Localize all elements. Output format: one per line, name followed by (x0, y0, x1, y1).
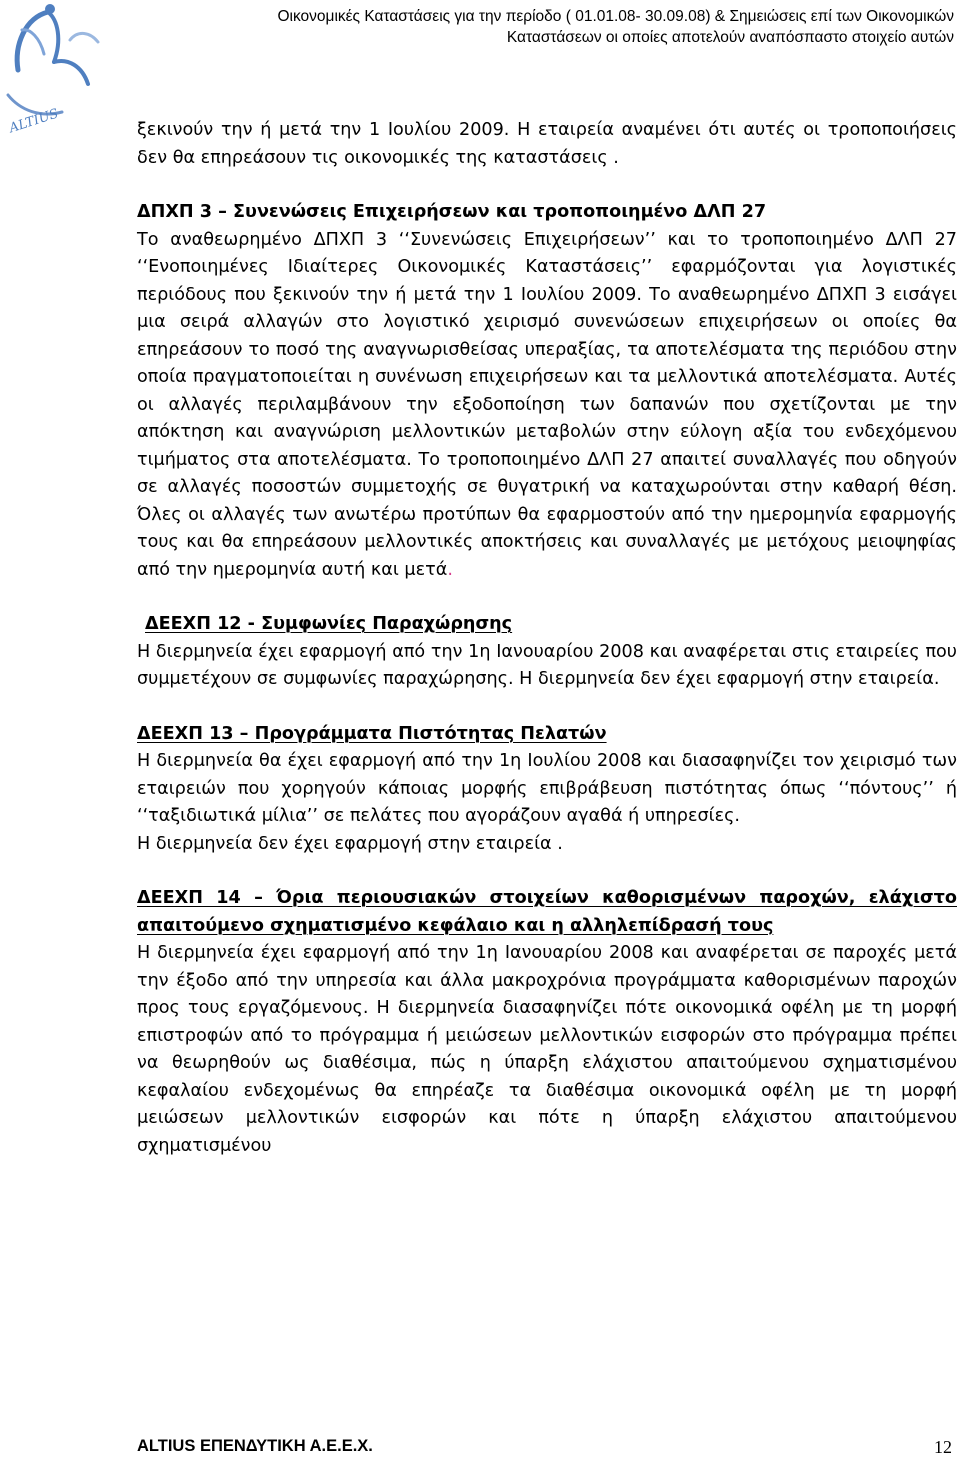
section-text-deexp14: Η διερμηνεία έχει εφαρμογή από την 1η Ιανουαρίου 2008 και αναφέρεται σε παροχές μετά την έξοδο από την υπηρεσία και άλλα μακροχρόνια προγράμματα καθορισμένων παροχών προς τους εργαζόμενους. Η διερμηνεία διασαφηνίζει πότε οικονομικά οφέλη με τη μορφή επιστροφών από το πρόγραμμα ή μειώσεων μελλοντικών εισφορών στο πρόγραμμα πρέπει να θεωρηθούν ως διαθέσιμα, πώς η ύπαρξη ελάχιστου απαιτούμενου σχηματισμένου κεφαλαίου ενδεχομένως θα επηρέαζε τα διαθέσιμα οικονομικά οφέλη με τη μορφή μειώσεων μελλοντικών εισφορών και πότε η ύπαρξη ελάχιστου απαιτούμενου σχηματισμένου (137, 943, 957, 1156)
section-text-dpxp3-end: . (447, 559, 453, 580)
document-body (137, 117, 957, 1160)
section-text-dpxp3 (137, 227, 957, 585)
logo-figure-icon (0, 0, 140, 140)
section-text-deexp12: Η διερμηνεία έχει εφαρμογή από την 1η Ιανουαρίου 2008 και αναφέρεται στις εταιρείες που συμμετέχουν σε συμφωνίες παραχώρησης. Η διερμηνεία δεν έχει εφαρμογή στην εταιρεία. (137, 641, 957, 689)
section-heading-deexp14-wrap (137, 885, 957, 940)
section-text-deexp13: Η διερμηνεία θα έχει εφαρμογή από την 1η Ιουλίου 2008 και διασαφηνίζει τον χειρισμό των εταιρειών που χορηγούν κάποιας μορφής επιβράβευση πιστότητας όπως ‘‘πόντους’’ ή ‘‘ταξιδιωτικά μίλια’’ σε πελάτες που αγοράζουν αγαθά ή υπηρεσίες. (137, 751, 957, 826)
intro-paragraph: ξεκινούν την ή μετά την 1 Ιουλίου 2009. Η εταιρεία αναμένει ότι αυτές οι τροποποιήσεις δεν θα επηρεάσουν τις οικονομικές της καταστάσεις . (137, 120, 957, 168)
header-line-1: Οικονομικές Καταστάσεις για την περίοδο ( 01.01.08- 30.09.08) & Σημειώσεις επί των Οικονομικών (277, 8, 954, 25)
page-number: 12 (934, 1437, 952, 1457)
logo-text: ALTIUS (7, 106, 61, 137)
section-text-deexp13-note: Η διερμηνεία δεν έχει εφαρμογή στην εταιρεία . (137, 833, 563, 854)
section-heading-deexp12: ΔΕΕΧΠ 12 - Συμφωνίες Παραχώρησης (145, 614, 513, 634)
section-heading-deexp14: ΔΕΕΧΠ 14 – Όρια περιουσιακών στοιχείων καθορισμένων παροχών, ελάχιστο απαιτούμενο σχηματισμένο κεφάλαιο και η αλληλεπίδρασή τους (137, 888, 957, 936)
section-heading-deexp12-wrap (137, 611, 957, 639)
section-heading-deexp13-wrap (137, 721, 957, 749)
page-header (150, 6, 954, 48)
header-line-2: Καταστάσεων οι οποίες αποτελούν αναπόσπαστο στοιχείο αυτών (506, 29, 954, 46)
footer-company-name: ALTIUS ΕΠΕΝΔΥΤΙΚΗ Α.Ε.Ε.Χ. (137, 1437, 373, 1455)
section-text-dpxp3-body: Το αναθεωρημένο ΔΠΧΠ 3 ‘‘Συνενώσεις Επιχειρήσεων’’ και το τροποποιημένο ΔΛΠ 27 ‘‘Ενοποιημένες Ιδιαίτερες Οικονομικές Καταστάσεις’’ εφαρμόζονται για λογιστικές περιόδους που ξεκινούν την ή μετά την 1 Ιουλίου 2009. Το αναθεωρημένο ΔΠΧΠ 3 εισάγει μια σειρά αλλαγών στο λογιστικό χειρισμό συνενώσεων επιχειρήσεων οι οποίες θα επηρεάσουν το ποσό της αναγνωρισθείσας υπεραξίας, τα αποτελέσματα της περιόδου στην οποία πραγματοποιείται η συνένωση επιχειρήσεων και τα μελλοντικά αποτελέσματα. Αυτές οι αλλαγές περιλαμβάνουν την εξοδοποίηση των δαπανών που σχετίζονται με την απόκτηση και αναγνώριση μελλοντικών μεταβολών στην εύλογη αξία του ενδεχόμενου τιμήματος στα αποτελέσματα. Το τροποποιημένο ΔΛΠ 27 απαιτεί συναλλαγές που οδηγούν σε αλλαγές ποσοστών συμμετοχής σε θυγατρική να καταχωρούνται στην καθαρή θέση. Όλες οι αλλαγές των ανωτέρω προτύπων θα εφαρμοστούν από την ημερομηνία εφαρμογής τους και θα επηρεάσουν μελλοντικές αποκτήσεις και συναλλαγές με μετόχους μειοψηφίας από την ημερομηνία αυτή και μετά (137, 229, 957, 580)
section-heading-dpxp3: ΔΠΧΠ 3 – Συνενώσεις Επιχειρήσεων και τροποποιημένο ΔΛΠ 27 (137, 202, 767, 222)
section-heading-deexp13: ΔΕΕΧΠ 13 – Προγράμματα Πιστότητας Πελατών (137, 723, 607, 744)
company-logo (0, 0, 140, 140)
